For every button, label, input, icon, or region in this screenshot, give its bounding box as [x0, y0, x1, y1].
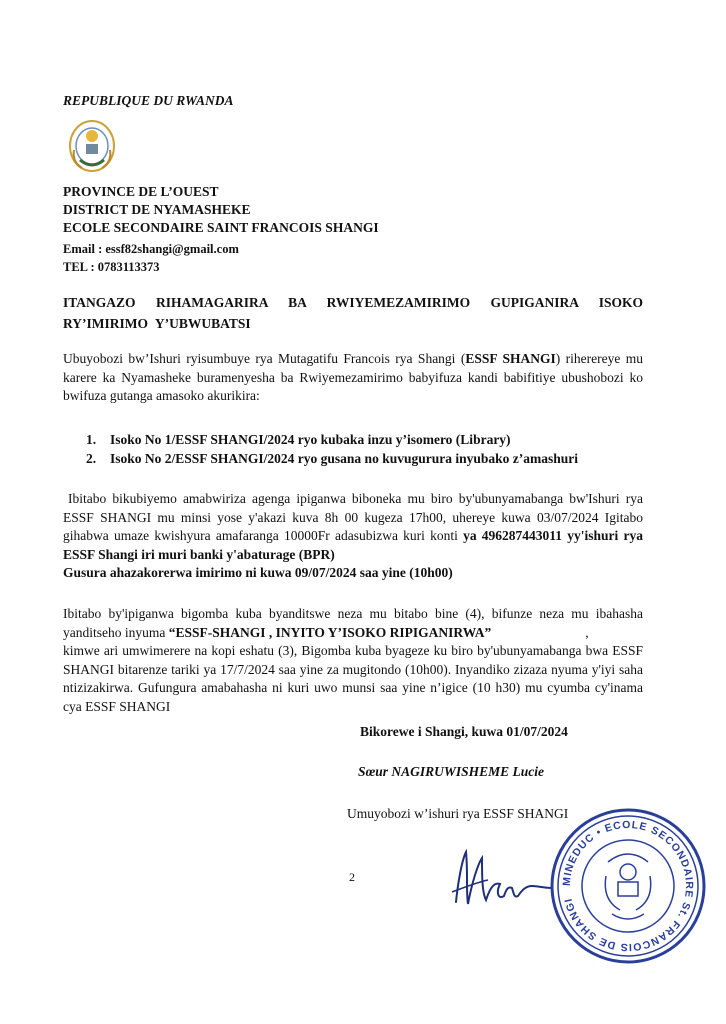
tel-line — [63, 258, 160, 276]
signature-image — [448, 842, 558, 917]
site-visit-deadline: Gusura ahazakorerwa imirimo ni kuwa 09/07/2024 saa yine (10h00) — [63, 565, 453, 580]
list-text: Isoko No 1/ESSF SHANGI/2024 ryo kubaka inzu y’isomero (Library) — [110, 432, 511, 447]
signatory-name: Sœur NAGIRUWISHEME Lucie — [358, 764, 545, 779]
email-address: essf82shangi@gmail.com — [105, 242, 239, 256]
rwanda-coat-of-arms-icon — [66, 116, 118, 174]
email-label: Email : — [63, 242, 106, 256]
tender-list — [86, 430, 646, 468]
school-name: ECOLE SECONDAIRE SAINT FRANCOIS SHANGI — [63, 220, 379, 235]
list-text: Isoko No 2/ESSF SHANGI/2024 ryo gusana no kuvugurura inyubako z’amashuri — [110, 451, 578, 466]
email-line — [63, 240, 239, 258]
list-item — [86, 430, 646, 449]
intro-school-name: ESSF SHANGI — [465, 351, 556, 366]
page-number: 2 — [349, 870, 355, 884]
tel-label: TEL : — [63, 260, 98, 274]
intro-paragraph — [63, 350, 643, 406]
signatory-role: Umuyobozi w’ishuri rya ESSF SHANGI — [347, 806, 569, 821]
submission-paragraph — [63, 605, 643, 716]
list-item — [86, 449, 646, 468]
list-number: 2. — [86, 451, 97, 466]
submission-comma: , — [585, 624, 589, 640]
province-line: PROVINCE DE L’OUEST — [63, 184, 219, 199]
republic-heading: REPUBLIQUE DU RWANDA — [63, 93, 234, 108]
list-number: 1. — [86, 432, 97, 447]
official-stamp — [548, 806, 708, 971]
district-line: DISTRICT DE NYAMASHEKE — [63, 202, 251, 217]
submission-text-2: kimwe ari umwimerere na kopi eshatu (3), Bigomba kuba byageze ku biro by'ubunyamabanga bwa ESSF SHANGI bitarenze tariki ya 17/7/2024 saa yine za mugitondo (10h00). Inyandiko zizaza nyuma y'iyi saha ntizizakirwa. Gufungura amabahasha ni kuri uwo munsi saa yine n’igice (10 h30) mu cyumba cy'inama cya ESSF SHANGI — [63, 643, 643, 714]
svg-text:MINEDUC • ECOLE SECONDAIRE St. — [561, 819, 695, 953]
envelope-label: “ESSF-SHANGI , INYITO Y’ISOKO RIPIGANIRWA” — [168, 624, 492, 640]
bank-account: ya 496287443011 yy'ishuri rya ESSF Shangi iri muri banki y'abaturage (BPR) — [63, 528, 643, 562]
submission-text: Ibitabo by'ipiganwa bigomba kuba byanditswe neza mu bitabo bine (4), bifunze neza mu ibahasha yanditseho inyuma — [63, 606, 643, 640]
notice-title: ITANGAZO RIHAMAGARIRA BA RWIYEMEZAMIRIMO GUPIGANIRA ISOKO RY’IMIRIMO Y’UBWUBATSI — [63, 295, 643, 331]
documents-paragraph — [63, 490, 643, 583]
intro-text-end: ) riherereye mu karere ka Nyamasheke buramenyesha ba Rwiyemezamirimo babyifuza kandi babifitiye ubushobozi ko bwifuza gutanga amasoko akurikira: — [63, 351, 643, 403]
place-date: Bikorewe i Shangi, kuwa 01/07/2024 — [360, 724, 568, 739]
stamp-ring-text: MINEDUC • ECOLE SECONDAIRE St. FRANCOIS DE SHANGI — [560, 818, 696, 954]
documents-text: Ibitabo bikubiyemo amabwiriza agenga ipiganwa biboneka mu biro by'ubunyamabanga bw'Ishuri rya ESSF SHANGI mu minsi yose y'akazi kuva 8h 00 kugeza 17h00, uhereye kuwa 03/07/2024 Igitabo gihabwa umaze kwishyura amafaranga 10000Fr adasubizwa kuri konti — [63, 491, 643, 543]
stamp-emblem-icon — [605, 854, 650, 919]
tel-number: 0783113373 — [97, 260, 160, 274]
intro-text: Ubuyobozi bw’Ishuri ryisumbuye rya Mutagatifu Francois rya Shangi ( — [63, 351, 466, 366]
